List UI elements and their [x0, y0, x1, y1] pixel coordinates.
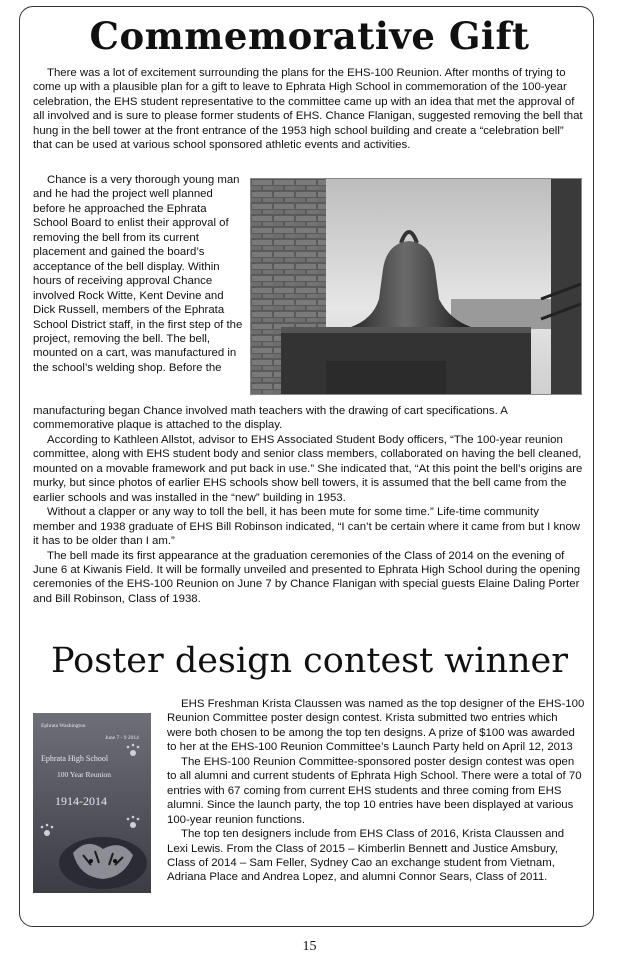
paragraph-a2-1: EHS Freshman Krista Claussen was named as the top designer of the EHS-100 Reunion Committee poster design contest. Krista submitted two entries which were both chosen to be among the top ten designs. A prize of $100 was awarded to her at the EHS-100 Reunion Committee’s Launch Party held on April 12, 2013 — [167, 698, 585, 754]
paragraph-5: The bell made its first appearance at the graduation ceremonies of the Class of 2014 on the evening of June 6 at Kiwanis Field. It will be formally unveiled and presented to Ephrata High School during the opening ceremonies of the EHS-100 Reunion on June 7 by Chance Flanigan with special guests Elaine Daling Porter and Bill Robinson, Class of 1938. — [33, 549, 581, 605]
article-title-2: Poster design contest winner — [51, 641, 568, 681]
bell-photo — [250, 178, 582, 395]
poster-years: 1914-2014 — [55, 794, 107, 808]
page-number: 15 — [302, 939, 317, 954]
article-2-body — [167, 697, 585, 885]
article-continued — [33, 404, 583, 606]
poster-dates: June 7 - 9 2014 — [105, 735, 139, 741]
paragraph-a2-2: The EHS-100 Reunion Committee-sponsored poster design contest was open to all alumni and current students of Ephrata High School. There were a total of 70 entries with 67 coming from current EHS students and three coming from EHS alumni. Since the launch party, the top 10 entries have been displayed at various 100-year reunion functions. — [167, 755, 582, 826]
poster-top-text: Ephrata Washington — [41, 723, 86, 729]
paragraph-1: There was a lot of excitement surrounding the plans for the EHS-100 Reunion. After months of trying to come up with a plausible plan for a gift to leave to Ephrata High School in commemoration of the 100-year celebration, the EHS student representative to the committee came up with an idea that met the approval of all involved and is sure to please former students of EHS. Chance Flanigan, suggested removing the bell that hung in the bell tower at the front entrance of the 1953 high school building and create a “celebration bell” that can be used at various school sponsored athletic events and activities. — [33, 67, 583, 152]
article-intro — [33, 66, 583, 153]
poster-image — [33, 713, 151, 893]
paragraph-a2-3: The top ten designers include from EHS Class of 2016, Krista Claussen and Lexi Lewis. From the Class of 2015 – Kimberlin Bennett and Justice Amsbury, Class of 2014 – Sam Feller, Sydney Cao an exchange student from Vietnam, Adriana Place and Andrea Lopez, and alumni Connor Sears, Class of 2011. — [167, 828, 565, 884]
paragraph-2-continued: manufacturing began Chance involved math teachers with the drawing of cart specifications. A commemorative plaque is attached to the display. — [33, 405, 508, 432]
article-title: Commemorative Gift — [89, 14, 530, 58]
poster-school: Ephrata High School — [41, 754, 109, 763]
paragraph-2: Chance is a very thorough young man and he had the project well planned before he approached the Ephrata School Board to enlist their approval of removing the bell from its current placement and gained the board’s acceptance of the bell display. Within hours of receiving approval Chance involved Rock Witte, Kent Devine and Dick Russell, members of the Ephrata School District staff, in the first step of the project, removing the bell. The bell, mounted on a cart, was manufactured in the school’s welding shop. Before the — [33, 174, 243, 374]
paragraph-3: According to Kathleen Allstot, advisor to EHS Associated Student Body officers, “The 100-year reunion committee, along with EHS student body and senior class members, collaborated on having the bell cleaned, mounted on a movable framework and put back in use.” She indicated that, “At this point the bell’s origins are murky, but since photos of earlier EHS schools show bell towers, it is assumed that the bell came from the earlier schools and was installed in the “new” building in 1953. — [33, 433, 583, 504]
paragraph-4: Without a clapper or any way to toll the bell, it has been mute for some time.” Life-time community member and 1938 graduate of EHS Bill Robinson indicated, “I can’t be certain where it came from but I know it has to be older than I am.” — [33, 506, 581, 548]
poster-reunion: 100 Year Reunion — [57, 770, 111, 779]
photo-side-column — [33, 173, 243, 375]
